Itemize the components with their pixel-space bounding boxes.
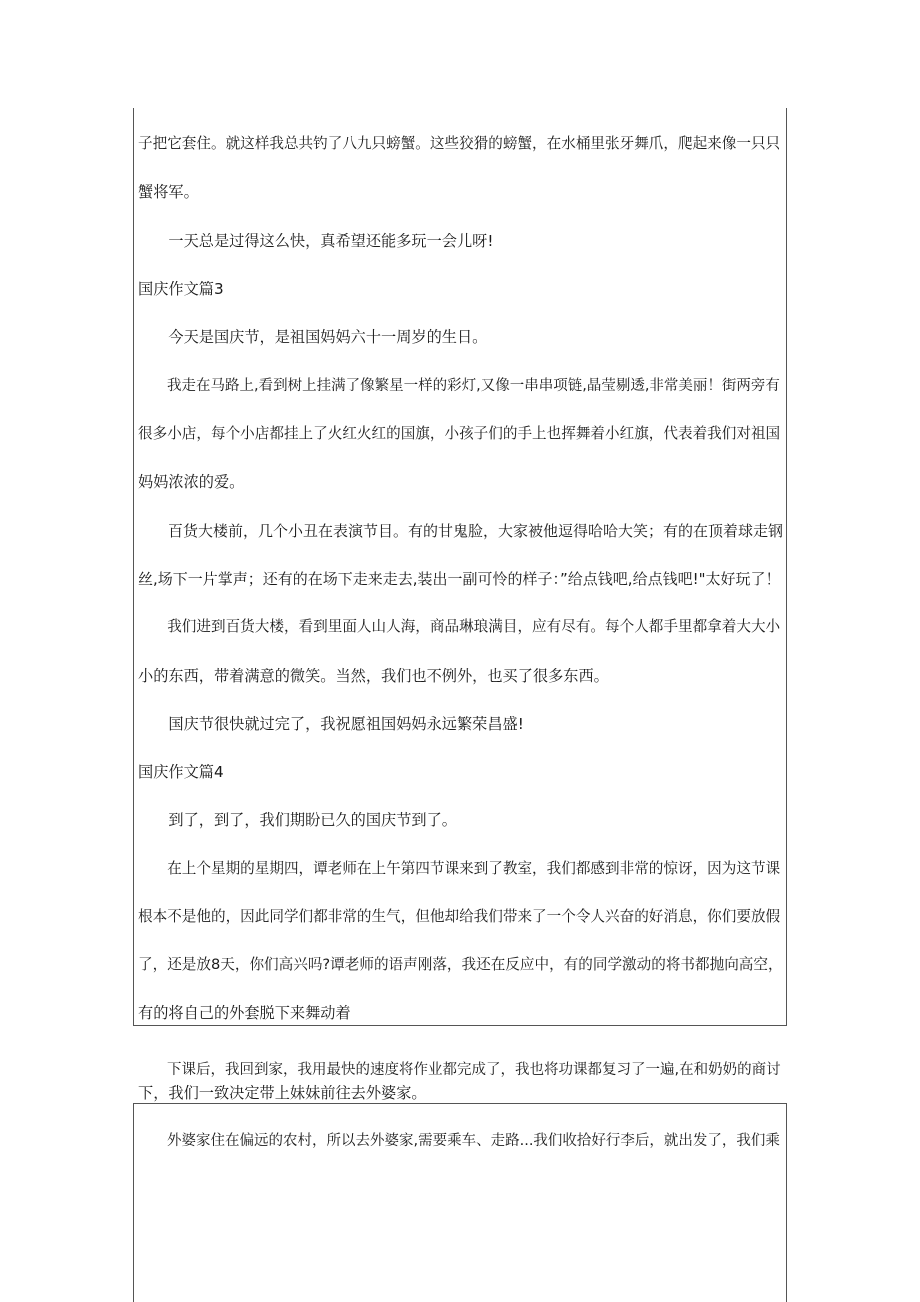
paragraph-line: 外婆家住在偏远的农村，所以去外婆家,需要乘车、走路...我们收拾好行李后，就出发了，我们乘	[138, 1133, 780, 1149]
section-heading: 国庆作文篇3	[138, 280, 224, 298]
paragraph-line: 很多小店，每个小店都挂上了火红火红的国旗，小孩子们的手上也挥舞着小红旗，代表着我们对祖国	[138, 425, 781, 442]
paragraph-line: 妈妈浓浓的爱。	[138, 473, 245, 491]
paragraph-line: 小的东西，带着满意的微笑。当然，我们也不例外，也买了很多东西。	[138, 667, 609, 685]
paragraph-line: 今天是国庆节，是祖国妈妈六十一周岁的生日。	[138, 328, 488, 346]
paragraph-line: 一天总是过得这么快，真希望还能多玩一会儿呀!	[138, 232, 494, 250]
paragraph-line: 丝,场下一片掌声；还有的在场下走来走去,装出一副可怜的样子：”给点钱吧,给点钱吧!"太好玩了！	[138, 570, 781, 588]
paragraph-line: 下课后，我回到家，我用最快的速度将作业都完成了，我也将功课都复习了一遍,在和奶奶的商讨	[138, 1062, 781, 1078]
paragraph-line: 蟹将军。	[138, 183, 199, 201]
paragraph-line: 了，还是放8天，你们高兴吗?谭老师的语声刚落，我还在反应中，有的同学激动的将书都抛向高空，	[138, 956, 783, 973]
paragraph-line: 百货大楼前，几个小丑在表演节目。有的甘鬼脸，大家被他逗得哈哈大笑；有的在顶着球走钢	[138, 522, 784, 540]
section-heading: 国庆作文篇4	[138, 763, 224, 781]
paragraph-line: 到了，到了，我们期盼已久的国庆节到了。	[138, 811, 457, 829]
paragraph-line: 在上个星期的星期四，谭老师在上午第四节课来到了教室，我们都感到非常的惊讶，因为这节课	[138, 860, 781, 877]
paragraph-line: 下，我们一致决定带上妹妹前往去外婆家。	[138, 1084, 427, 1102]
paragraph-line: 国庆节很快就过完了，我祝愿祖国妈妈永远繁荣昌盛!	[138, 715, 524, 733]
paragraph-line: 子把它套住。就这样我总共钓了八九只螃蟹。这些狡猾的螃蟹，在水桶里张牙舞爪，爬起来像一只只	[138, 135, 781, 152]
paragraph-line: 有的将自己的外套脱下来舞动着	[138, 1004, 351, 1022]
paragraph-line: 我们进到百货大楼，看到里面人山人海，商品琳琅满目，应有尽有。每个人都手里都拿着大大小	[138, 618, 781, 635]
paragraph-line: 根本不是他的，因此同学们都非常的生气，但他却给我们带来了一个令人兴奋的好消息，你们要放假	[138, 908, 781, 925]
paragraph-line: 我走在马路上,看到树上挂满了像繁星一样的彩灯,又像一串串项链,晶莹剔透,非常美丽！街两旁有	[138, 378, 780, 394]
